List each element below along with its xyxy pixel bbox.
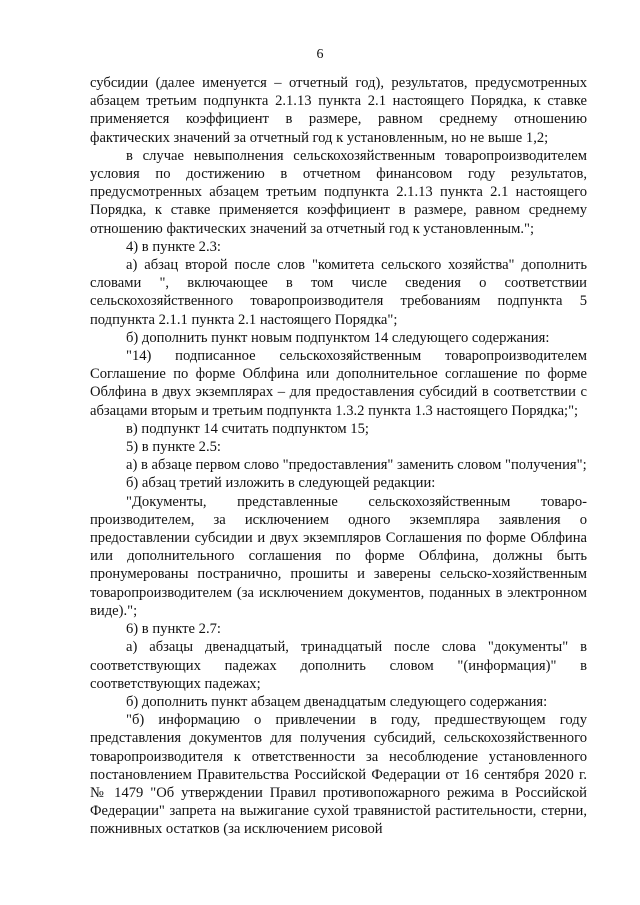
- paragraph-11: "Документы, представленные сельскохозяйственным товаро-производителем, за исключением одного экземпляра заявления о предоставлении субсидии и двух экземпляров Соглашения по форме Облфина или дополнительного соглашения по форме Облфина, должны быть пронумерованы постранично, прошиты и заверены сельско-хозяйственным товаропроизводителем (за исключением документов, поданных в электронном виде).";: [90, 493, 587, 619]
- paragraph-1: субсидии (далее именуется – отчетный год), результатов, предусмотренных абзацем третьим подпункта 2.1.13 пункта 2.1 настоящего Порядка, к ставке применяется коэффициент в размере, равном среднему отношению фактических значений за отчетный год к установленным, но не выше 1,2;: [90, 75, 587, 146]
- paragraph-9: а) в абзаце первом слово "предоставления" заменить словом "получения";: [126, 457, 587, 474]
- paragraph-14: б) дополнить пункт абзацем двенадцатым следующего содержания:: [126, 693, 548, 710]
- page-number: 6: [316, 47, 324, 62]
- paragraph-4: а) абзац второй после слов "комитета сельского хозяйства" дополнить словами ", включающее в том числе сведения о соответствии сельскохозяйственного товаропроизводителя требованиям подпункта 5 подпункта 2.1.1 пункта 2.1 настоящего Порядка";: [90, 257, 587, 328]
- paragraph-15: "б) информацию о привлечении в году, предшествующем году представления документов для получения субсидий, сельскохозяйственного товаропроизводителя к ответственности за несоблюдение установленного постановлением Правительства Российской Федерации от 16 сентября 2020 г. № 1479 "Об утверждении Правил противопожарного режима в Российской Федерации" запрета на выжигание сухой травянистой растительности, стерни, пожнивных остатков (за исключением рисовой: [90, 712, 587, 838]
- paragraph-6: "14) подписанное сельскохозяйственным товаропроизводителем Соглашение по форме Облфина или дополнительное соглашение по форме Облфина в двух экземплярах – для предоставления субсидий в соответствии с абзацами вторым и третьим подпункта 1.3.2 пункта 1.3 настоящего Порядка;";: [90, 348, 587, 419]
- paragraph-3: 4) в пункте 2.3:: [126, 238, 221, 255]
- paragraph-2: в случае невыполнения сельскохозяйственным товаропроизводителем условия по достижению в отчетном финансовом году результатов, предусмотренных абзацем третьим подпункта 2.1.13 пункта 2.1 настоящего Порядка, к ставке применяется коэффициент в размере, равном среднему отношению фактических значений за отчетный год к установленным.";: [90, 147, 587, 237]
- paragraph-8: 5) в пункте 2.5:: [126, 439, 221, 456]
- paragraph-7: в) подпункт 14 считать подпунктом 15;: [126, 420, 369, 437]
- paragraph-13: а) абзацы двенадцатый, тринадцатый после слова "документы" в соответствующих падежах дополнить словом "(информация)" в соответствующих падежах;: [90, 639, 587, 692]
- paragraph-10: б) абзац третий изложить в следующей редакции:: [126, 475, 436, 492]
- document-body: [90, 74, 587, 839]
- paragraph-12: 6) в пункте 2.7:: [126, 621, 221, 638]
- paragraph-5: б) дополнить пункт новым подпунктом 14 следующего содержания:: [126, 329, 550, 346]
